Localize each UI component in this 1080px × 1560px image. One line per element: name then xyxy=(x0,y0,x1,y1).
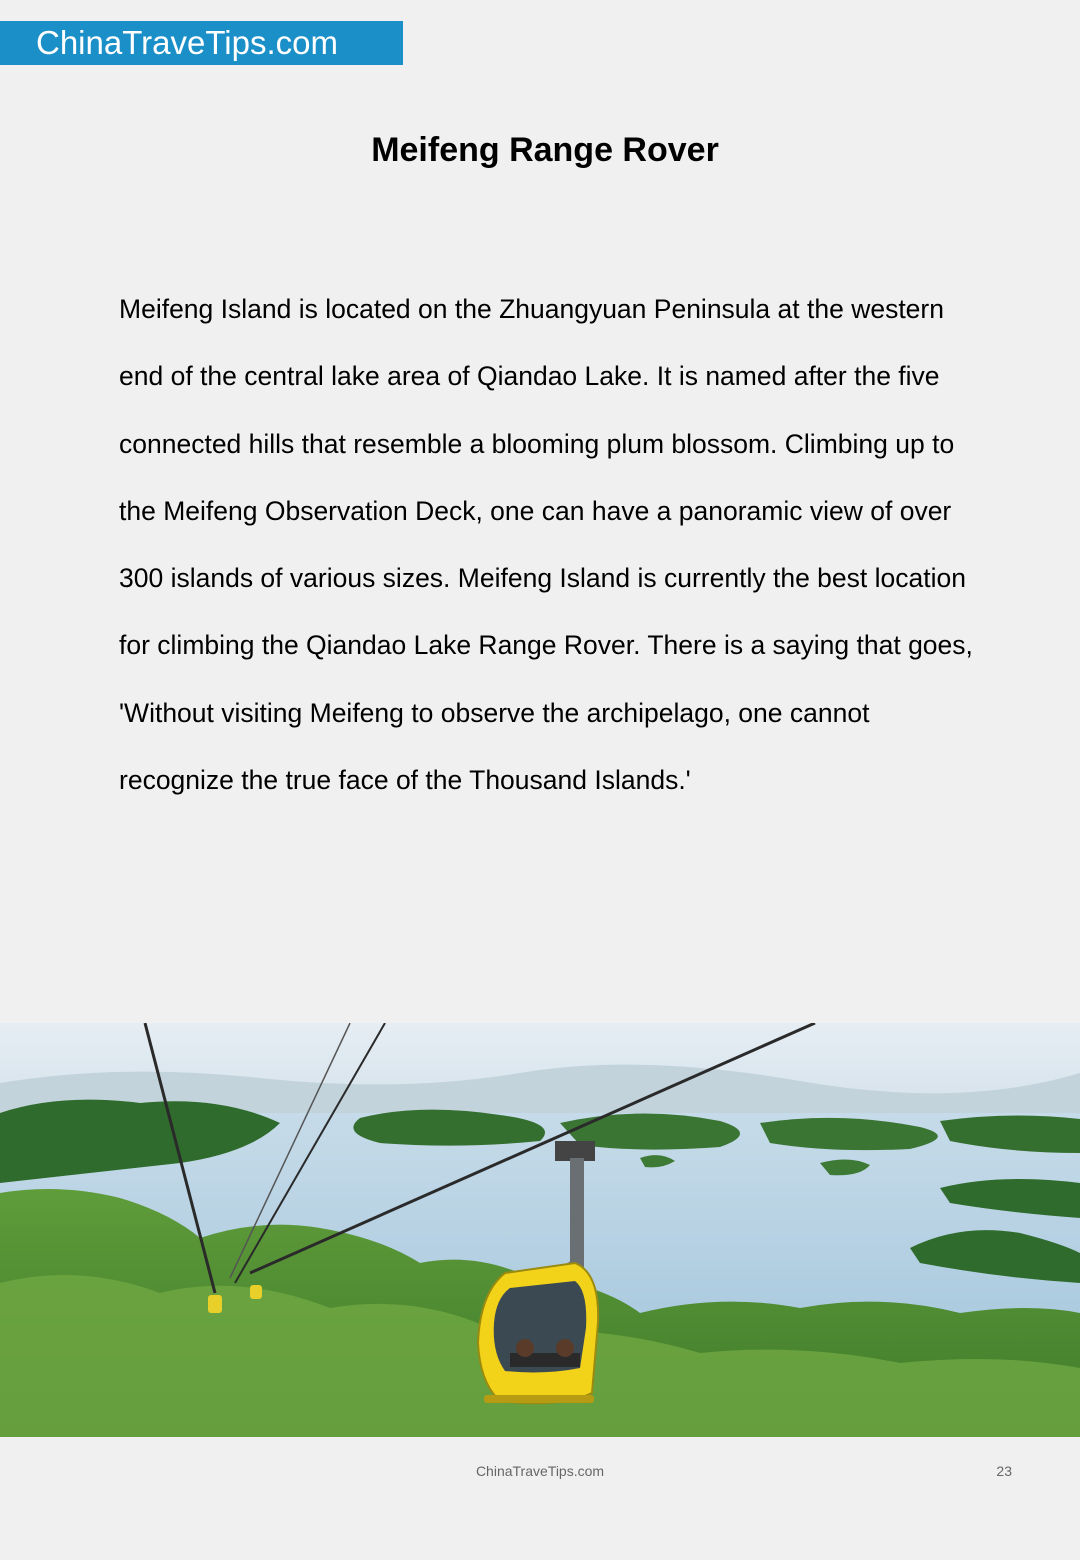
page-title: Meifeng Range Rover xyxy=(371,131,719,169)
passenger xyxy=(556,1339,574,1357)
cable-car-photo xyxy=(0,1023,1080,1437)
site-banner: ChinaTraveTips.com xyxy=(0,21,403,65)
distant-gondola xyxy=(208,1295,222,1313)
footer-site-name: ChinaTraveTips.com xyxy=(475,1463,605,1479)
gondola-hanger xyxy=(570,1158,584,1268)
passenger xyxy=(516,1339,534,1357)
distant-gondola xyxy=(250,1285,262,1299)
page-number: 23 xyxy=(996,1463,1012,1479)
gondola-base xyxy=(484,1395,594,1403)
article-body: Meifeng Island is located on the Zhuangyuan Peninsula at the western end of the central lake area of Qiandao Lake. It is named after the five connected hills that resemble a blooming plum blossom. Climbing up to the Meifeng Observation Deck, one can have a panoramic view of over 300 islands of various sizes. Meifeng Island is currently the best location for climbing the Qiandao Lake Range Rover. There is a saying that goes, 'Without visiting Meifeng to observe the archipelago, one cannot recognize the true face of the Thousand Islands.' xyxy=(119,294,973,796)
